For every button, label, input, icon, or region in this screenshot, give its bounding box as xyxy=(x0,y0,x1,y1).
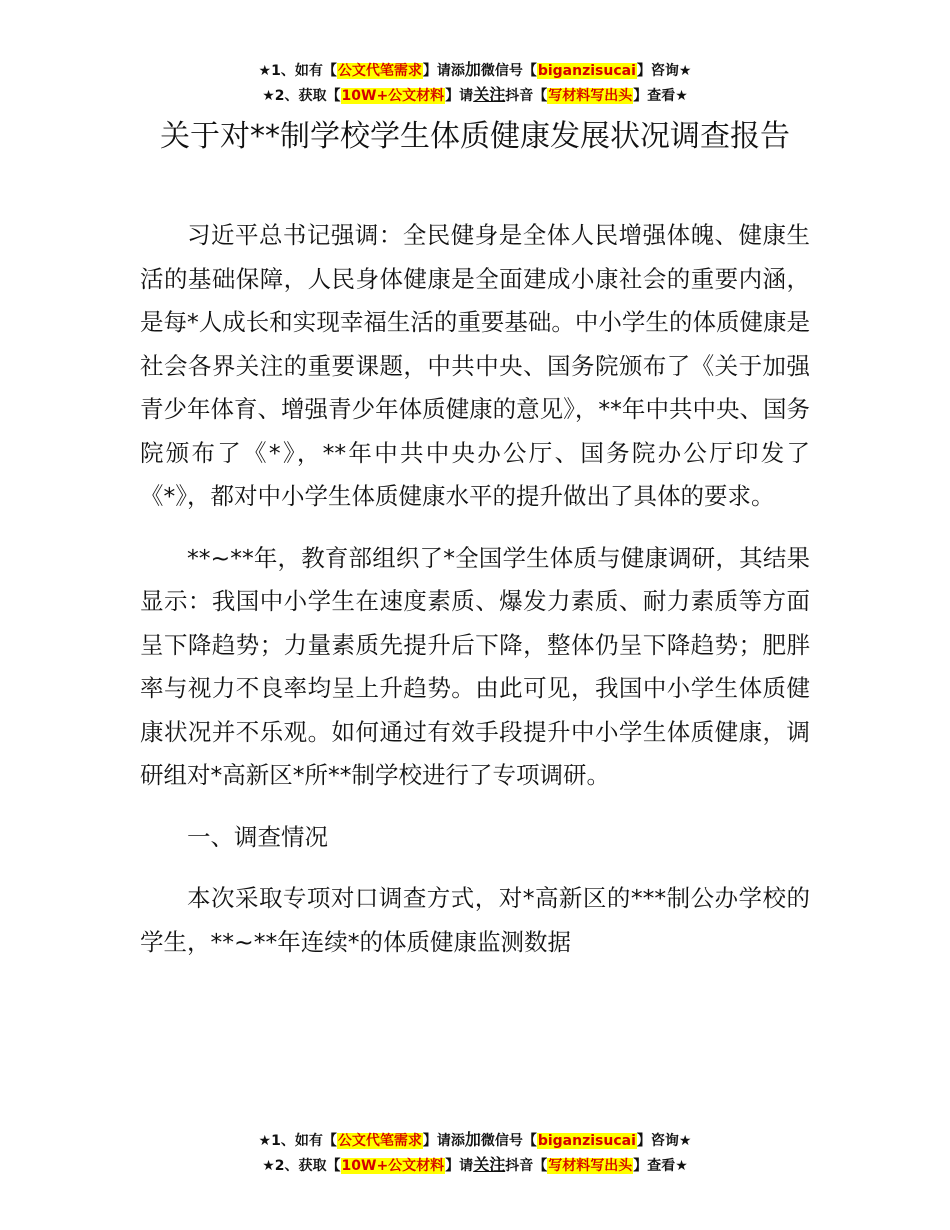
promo-text: ★2、获取【 xyxy=(262,1158,341,1174)
promo-highlight-materials: 10W+公文材料 xyxy=(341,88,445,104)
promo-text: 】请添 xyxy=(422,63,465,79)
body-paragraph: **~**年，教育部组织了*全国学生体质与健康调研，其结果显示：我国中小学生在速度素质、爆发力素质、耐力素质等方面呈下降趋势；力量素质先提升后下降，整体仍呈下降趋势；肥胖率与视力不良率均呈上升趋势。由此可见，我国中小学生体质健康状况并不乐观。如何通过有效手段提升中小学生体质健康，调研组对*高新区*所**制学校进行了专项调研。 xyxy=(140,543,810,789)
promo-text: 】请 xyxy=(445,88,474,104)
promo-text: 】查看★ xyxy=(633,1158,688,1174)
section-heading: 一、调查情况 xyxy=(187,822,328,851)
promo-line-2 xyxy=(0,1153,950,1178)
body-paragraph: 本次采取专项对口调查方式，对*高新区的***制公办学校的学生，**~**年连续*的体质健康监测数据 xyxy=(140,884,810,956)
promo-highlight-wechat: biganzisucai xyxy=(537,1133,636,1149)
top-promo-banner xyxy=(0,58,950,108)
promo-text: 】咨询★ xyxy=(636,1133,692,1149)
promo-line-1 xyxy=(0,58,950,83)
promo-text: 】咨询★ xyxy=(636,63,692,79)
promo-text: 抖音【 xyxy=(505,88,548,104)
promo-text: ★1、如有【 xyxy=(258,1133,337,1149)
promo-highlight-douyin: 写材料写出头 xyxy=(548,1158,633,1174)
promo-emphasis: 加 xyxy=(464,60,481,79)
promo-text: 】请 xyxy=(445,1158,474,1174)
promo-emphasis: 加 xyxy=(464,1130,481,1149)
promo-text: ★2、获取【 xyxy=(262,88,341,104)
promo-highlight-wechat: biganzisucai xyxy=(537,63,636,79)
promo-highlight-materials: 10W+公文材料 xyxy=(341,1158,445,1174)
promo-highlight-douyin: 写材料写出头 xyxy=(548,88,633,104)
promo-highlight-service: 公文代笔需求 xyxy=(337,63,422,79)
promo-underline: 关注 xyxy=(473,85,506,104)
promo-highlight-service: 公文代笔需求 xyxy=(337,1133,422,1149)
document-title: 关于对**制学校学生体质健康发展状况调查报告 xyxy=(160,119,790,154)
promo-line-2 xyxy=(0,83,950,108)
promo-text: ★1、如有【 xyxy=(258,63,337,79)
promo-text: 抖音【 xyxy=(505,1158,548,1174)
promo-text: 】查看★ xyxy=(633,88,688,104)
promo-text: 】请添 xyxy=(422,1133,465,1149)
document-body xyxy=(140,214,810,982)
body-paragraph: 习近平总书记强调：全民健身是全体人民增强体魄、健康生活的基础保障，人民身体健康是全面建成小康社会的重要内涵，是每*人成长和实现幸福生活的重要基础。中小学生的体质健康是社会各界关注的重要课题，中共中央、国务院颁布了《关于加强青少年体育、增强青少年体质健康的意见》，**年中共中央、国务院颁布了《*》，**年中共中央办公厅、国务院办公厅印发了《*》，都对中小学生体质健康水平的提升做出了具体的要求。 xyxy=(140,221,810,510)
promo-text: 微信号【 xyxy=(480,1133,537,1149)
promo-line-1 xyxy=(0,1128,950,1153)
promo-text: 微信号【 xyxy=(480,63,537,79)
promo-underline: 关注 xyxy=(473,1155,506,1174)
bottom-promo-banner xyxy=(0,1128,950,1178)
